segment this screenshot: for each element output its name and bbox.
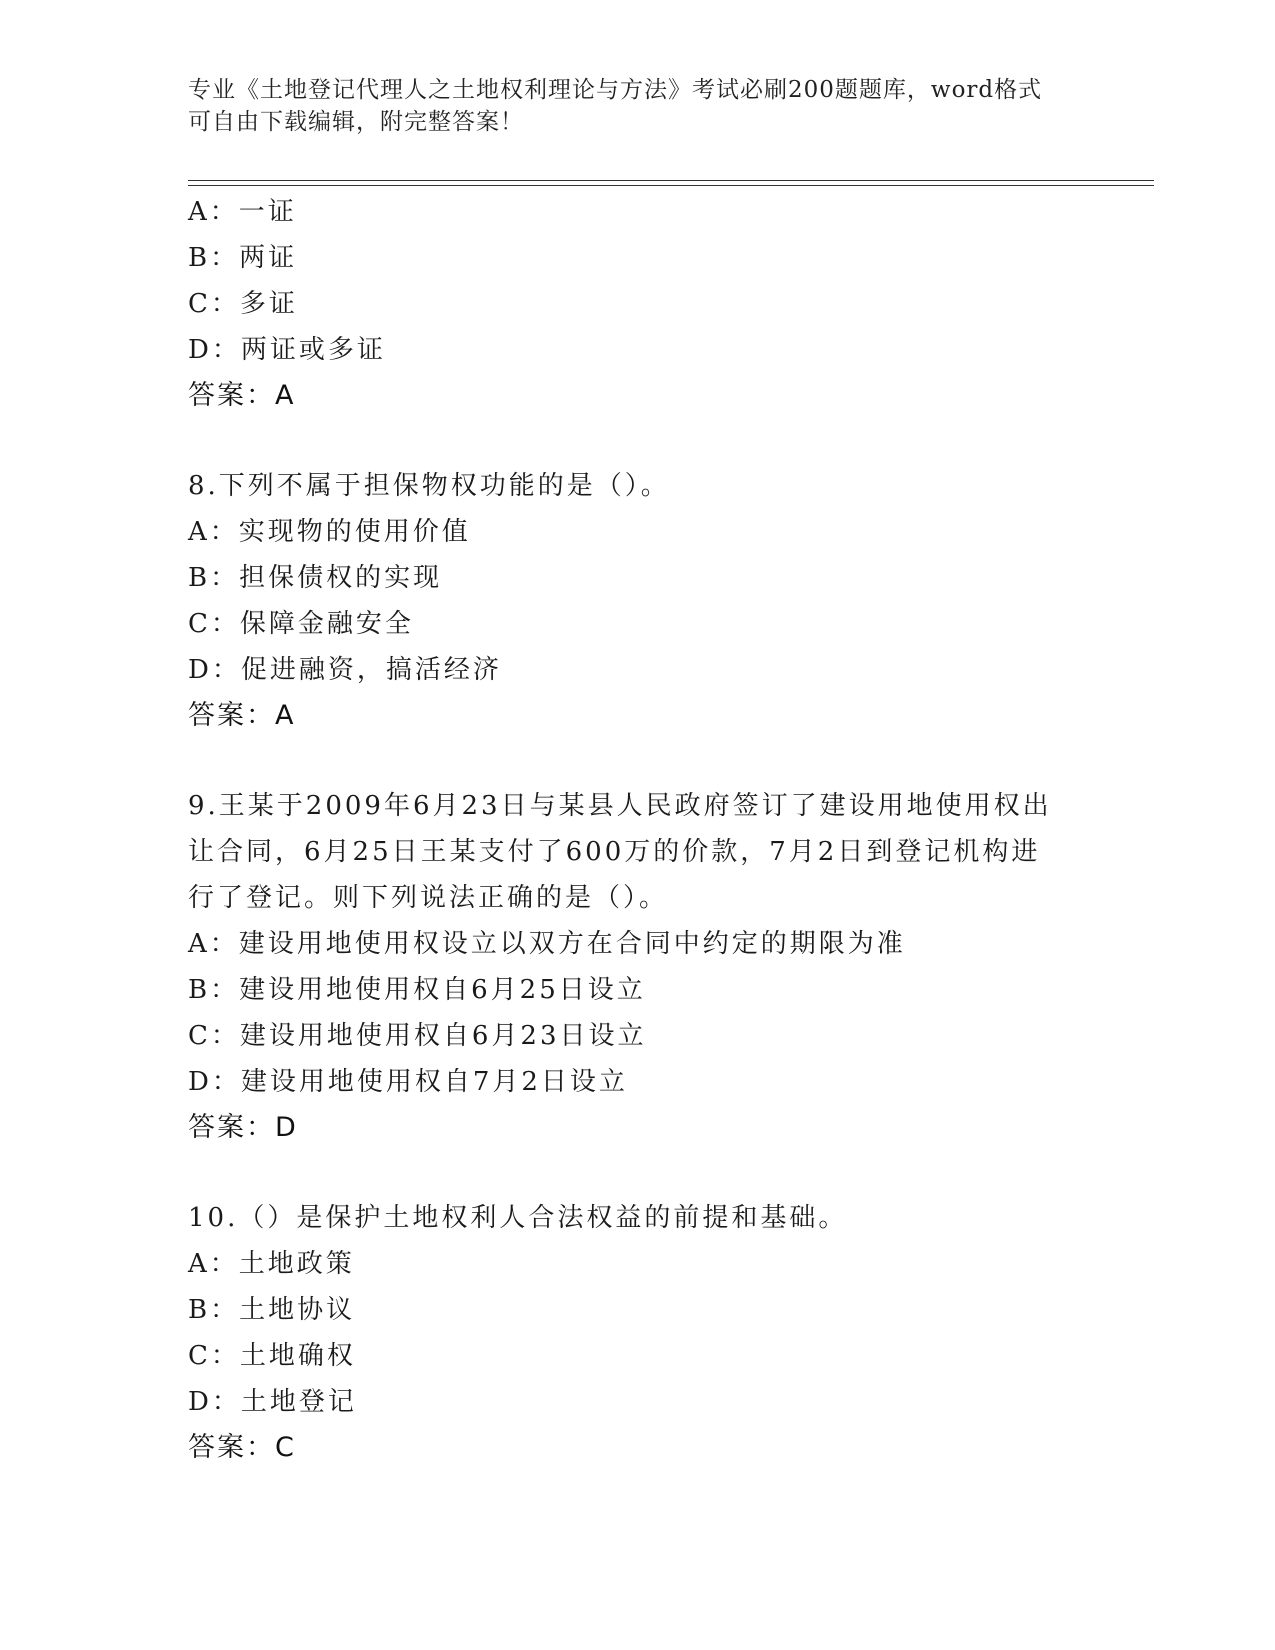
question-10-block: [188, 1195, 1108, 1471]
q10-option-b: B：土地协议: [188, 1295, 356, 1325]
q8-option-b: B：担保债权的实现: [188, 563, 443, 593]
q8-option-c: C：保障金融安全: [188, 609, 414, 639]
q10-question: 10.（）是保护土地权利人合法权益的前提和基础。: [188, 1203, 848, 1233]
q9-option-d: D：建设用地使用权自7月2日设立: [188, 1067, 628, 1097]
q9-question-line-1: 9.王某于2009年6月23日与某县人民政府签订了建设用地使用权出: [188, 791, 1052, 821]
question-spacer: [188, 419, 1108, 463]
q9-option-c: C：建设用地使用权自6月23日设立: [188, 1021, 647, 1051]
q8-answer: 答案：A: [188, 700, 296, 731]
q9-option-b: B：建设用地使用权自6月25日设立: [188, 975, 646, 1005]
question-8-block: [188, 463, 1108, 739]
header-divider: [188, 180, 1154, 186]
q8-option-d: D：促进融资，搞活经济: [188, 655, 502, 685]
header-title-line-2: 可自由下载编辑，附完整答案！: [188, 109, 524, 135]
q8-option-a: A：实现物的使用价值: [188, 517, 471, 547]
q9-question-line-3: 行了登记。则下列说法正确的是（）。: [188, 883, 669, 913]
question-7-block: [188, 189, 1108, 419]
document-header: [188, 74, 1088, 138]
q7-answer: 答案：A: [188, 380, 296, 411]
q7-option-a: A：一证: [188, 197, 297, 227]
q9-answer: 答案：D: [188, 1112, 298, 1143]
question-spacer: [188, 1151, 1108, 1195]
q9-question-line-2: 让合同，6月25日王某支付了600万的价款，7月2日到登记机构进: [188, 837, 1041, 867]
q10-option-d: D：土地登记: [188, 1387, 357, 1417]
q10-answer: 答案：C: [188, 1432, 296, 1463]
header-title-line-1: 专业《土地登记代理人之土地权利理论与方法》考试必刷200题题库，word格式: [188, 77, 1043, 103]
question-9-block: [188, 783, 1108, 1151]
q7-option-c: C：多证: [188, 289, 298, 319]
q10-option-c: C：土地确权: [188, 1341, 356, 1371]
q7-option-b: B：两证: [188, 243, 298, 273]
question-spacer: [188, 739, 1108, 783]
q8-question: 8.下列不属于担保物权功能的是（）。: [188, 471, 670, 501]
document-body: [188, 189, 1108, 1471]
q10-option-a: A：土地政策: [188, 1249, 355, 1279]
q7-option-d: D：两证或多证: [188, 335, 386, 365]
q9-option-a: A：建设用地使用权设立以双方在合同中约定的期限为准: [188, 929, 906, 959]
